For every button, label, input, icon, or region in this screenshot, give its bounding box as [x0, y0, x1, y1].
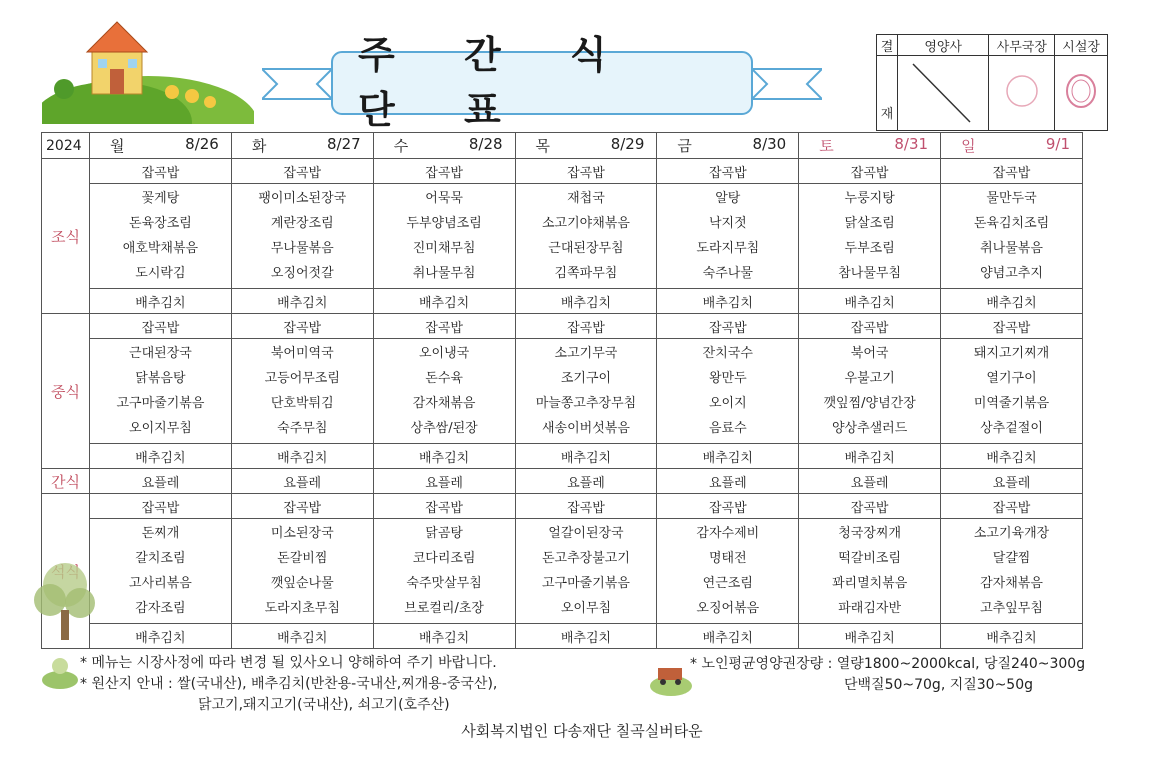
approval-box [876, 34, 1108, 131]
lunch-rice-row [42, 314, 1083, 339]
notes-line-origin: * 원산지 안내 : 쌀(국내산), 배추김치(반찬용-국내산,찌개용-중국산), [80, 676, 498, 692]
menu-cell: 잡곡밥 [657, 314, 799, 339]
dish: 알탕 [715, 191, 741, 206]
menu-cell: 배추김치 [657, 444, 799, 469]
dish: 양상추샐러드 [831, 421, 908, 436]
dish: 돈찌개 [141, 526, 180, 541]
dish: 고구마줄기볶음 [542, 576, 630, 591]
menu-cell: 배추김치 [90, 289, 232, 314]
house-hill-illustration [42, 14, 254, 124]
page-title: 주 간 식 단 표 [358, 32, 635, 132]
dish: 감자채볶음 [980, 576, 1043, 591]
menu-cell: 잡곡밥 [90, 314, 232, 339]
dish: 낙지젓 [708, 216, 747, 231]
dish: 잔치국수 [702, 346, 753, 361]
day-name: 월 [110, 137, 125, 155]
day-date: 8/26 [185, 135, 219, 153]
dish-list [941, 184, 1083, 289]
menu-cell: 배추김치 [231, 289, 373, 314]
menu-cell: 잡곡밥 [941, 159, 1083, 184]
menu-cell: 잡곡밥 [799, 494, 941, 519]
dish: 브로컬리/초장 [404, 601, 484, 616]
approval-stamp-cell-director [1055, 56, 1108, 131]
day-name: 일 [961, 137, 976, 155]
menu-cell: 잡곡밥 [373, 159, 515, 184]
nutrition-line-2: 단백질50~70g, 지질30~50g [844, 677, 1034, 693]
day-date: 9/1 [1045, 135, 1070, 153]
dish: 근대된장국 [129, 346, 192, 361]
dish-list [657, 339, 799, 444]
dish-list [373, 519, 515, 624]
dish: 상추겉절이 [980, 421, 1043, 436]
dish: 오이무침 [560, 601, 612, 616]
day-date: 8/31 [894, 135, 929, 153]
dish: 오이지 [708, 396, 747, 411]
dish: 고구마줄기볶음 [116, 396, 205, 411]
menu-cell: 잡곡밥 [373, 314, 515, 339]
dish: 소고기야채볶음 [542, 216, 630, 231]
meal-label-snack: 간식 [42, 469, 90, 494]
dish: 숙주나물 [702, 266, 753, 281]
dinner-rice-row [42, 494, 1083, 519]
menu-cell: 잡곡밥 [941, 314, 1083, 339]
header [0, 0, 1164, 132]
day-name: 수 [393, 137, 409, 155]
weekly-menu-table [41, 132, 1083, 649]
lunch-kimchi-row [42, 444, 1083, 469]
menu-cell: 배추김치 [90, 624, 232, 649]
breakfast-kimchi-row [42, 289, 1083, 314]
menu-cell: 배추김치 [657, 289, 799, 314]
day-header-wed [373, 133, 515, 159]
approval-side-top: 결 [877, 35, 898, 56]
dish: 깻잎찜/양념간장 [823, 396, 916, 411]
meal-label-lunch: 중식 [42, 314, 90, 469]
day-name: 금 [677, 137, 692, 155]
approval-slash-cell [898, 56, 989, 131]
dish: 마늘쫑고추장무침 [535, 396, 637, 411]
field-illustration-icon [40, 652, 80, 692]
dish: 깻잎순나물 [270, 576, 334, 591]
menu-cell: 잡곡밥 [515, 494, 657, 519]
dish-list [799, 184, 941, 289]
dish: 무나물볶음 [270, 241, 334, 256]
dish: 돈갈비찜 [277, 551, 328, 566]
dish: 단호박튀김 [270, 396, 334, 411]
dish: 김쪽파무침 [554, 266, 618, 281]
menu-cell: 잡곡밥 [373, 494, 515, 519]
day-name: 화 [251, 137, 267, 155]
menu-cell: 배추김치 [941, 289, 1083, 314]
dish: 도시락김 [135, 266, 186, 281]
dish: 돈육김치조림 [973, 216, 1050, 231]
dish: 팽이미소된장국 [258, 191, 347, 206]
dish: 취나물볶음 [980, 241, 1043, 256]
menu-cell: 잡곡밥 [90, 159, 232, 184]
dish: 도라지무침 [696, 241, 760, 256]
menu-cell: 잡곡밥 [515, 159, 657, 184]
breakfast-dishes-row [42, 184, 1083, 289]
seal-icon [1061, 71, 1101, 111]
menu-cell: 배추김치 [231, 624, 373, 649]
approval-side-bottom: 재 [877, 56, 898, 131]
dish-list [90, 339, 232, 444]
dish: 물만두국 [986, 191, 1037, 206]
menu-cell: 잡곡밥 [231, 494, 373, 519]
dish: 양념고추지 [980, 266, 1043, 281]
dish-list [231, 184, 373, 289]
stamp-icon [1002, 71, 1042, 111]
dish-list [799, 519, 941, 624]
year-cell: 2024 [42, 133, 90, 159]
dish-list [941, 339, 1083, 444]
day-header-mon [90, 133, 232, 159]
dish-list [799, 339, 941, 444]
dish: 돈고추장불고기 [542, 551, 630, 566]
menu-cell: 요플레 [657, 469, 799, 494]
dish-list [231, 339, 373, 444]
nutrition-section [690, 654, 1085, 696]
snack-row [42, 469, 1083, 494]
dish: 재첩국 [567, 191, 605, 206]
day-date: 8/30 [752, 135, 787, 153]
dish: 진미채무침 [412, 241, 476, 256]
menu-cell: 배추김치 [231, 444, 373, 469]
dinner-kimchi-row [42, 624, 1083, 649]
dish: 연근조림 [702, 576, 753, 591]
dish: 어묵묵 [425, 191, 463, 206]
menu-cell: 배추김치 [515, 624, 657, 649]
menu-cell: 잡곡밥 [941, 494, 1083, 519]
dish: 청국장찌개 [838, 526, 902, 541]
menu-cell: 잡곡밥 [231, 314, 373, 339]
menu-cell: 요플레 [373, 469, 515, 494]
menu-cell: 잡곡밥 [657, 494, 799, 519]
dish: 돈육장조림 [129, 216, 192, 231]
dish-list [657, 519, 799, 624]
dish: 계란장조림 [270, 216, 334, 231]
notes-line-origin-cont: 닭고기,돼지고기(국내산), 쇠고기(호주산) [198, 697, 450, 713]
dish: 명태전 [708, 551, 747, 566]
dish: 돼지고기찌개 [973, 346, 1050, 361]
menu-cell: 요플레 [941, 469, 1083, 494]
menu-cell: 배추김치 [373, 444, 515, 469]
dish-list [515, 519, 657, 624]
dish: 파래김자반 [838, 601, 902, 616]
menu-cell: 잡곡밥 [515, 314, 657, 339]
dish: 코다리조림 [412, 551, 476, 566]
menu-cell: 잡곡밥 [231, 159, 373, 184]
dish: 꽃게탕 [141, 191, 180, 206]
day-header-sun [941, 133, 1083, 159]
dish: 숙주맛살무침 [406, 576, 482, 591]
dish: 달걀찜 [992, 551, 1031, 566]
menu-cell: 요플레 [799, 469, 941, 494]
day-header-sat [799, 133, 941, 159]
dish: 두부양념조림 [406, 216, 482, 231]
day-header-fri [657, 133, 799, 159]
dish-list [373, 184, 515, 289]
dish: 조기구이 [560, 371, 612, 386]
lunch-dishes-row [42, 339, 1083, 444]
dish: 오징어볶음 [696, 601, 760, 616]
menu-cell: 배추김치 [373, 624, 515, 649]
menu-cell: 잡곡밥 [799, 159, 941, 184]
menu-cell: 배추김치 [657, 624, 799, 649]
menu-cell: 잡곡밥 [90, 494, 232, 519]
menu-cell: 배추김치 [941, 444, 1083, 469]
dish: 미소된장국 [270, 526, 334, 541]
dish: 고등어무조림 [264, 371, 340, 386]
dish: 꽈리멸치볶음 [831, 576, 908, 591]
menu-cell: 배추김치 [941, 624, 1083, 649]
dish: 오이냉국 [418, 346, 470, 361]
menu-cell: 배추김치 [515, 444, 657, 469]
dish: 북어국 [850, 346, 889, 361]
meal-label-breakfast: 조식 [42, 159, 90, 314]
dish: 고추잎무침 [980, 601, 1043, 616]
dish: 취나물무침 [412, 266, 476, 281]
menu-cell: 잡곡밥 [657, 159, 799, 184]
dish: 새송이버섯볶음 [542, 421, 630, 436]
dish: 얼갈이된장국 [548, 526, 624, 541]
nutrition-line-1: * 노인평균영양권장량 : 열량1800~2000kcal, 당질240~300g [690, 656, 1086, 672]
menu-cell: 잡곡밥 [799, 314, 941, 339]
dish: 닭볶음탕 [135, 371, 186, 386]
organization-name: 사회복지법인 다송재단 칠곡실버타운 [461, 722, 703, 740]
dish: 고사리볶음 [129, 576, 192, 591]
menu-cell: 배추김치 [799, 444, 941, 469]
dish: 숙주무침 [277, 421, 328, 436]
day-header-thu [515, 133, 657, 159]
notes-section [80, 653, 497, 716]
dish-list [941, 519, 1083, 624]
breakfast-rice-row [42, 159, 1083, 184]
menu-cell: 배추김치 [90, 444, 232, 469]
menu-cell: 배추김치 [799, 289, 941, 314]
dish: 도라지초무침 [264, 601, 340, 616]
day-date: 8/28 [468, 135, 503, 153]
day-header-tue [231, 133, 373, 159]
dish: 미역줄기볶음 [973, 396, 1050, 411]
dish: 두부조림 [844, 241, 895, 256]
dish: 소고기육개장 [973, 526, 1050, 541]
day-name: 목 [535, 137, 551, 155]
dish: 누룽지탕 [844, 191, 895, 206]
approval-role-manager: 사무국장 [989, 35, 1055, 56]
menu-cell: 요플레 [231, 469, 373, 494]
date-header-row [42, 133, 1083, 159]
dish: 열기구이 [986, 371, 1037, 386]
dish: 우불고기 [844, 371, 895, 386]
dish: 북어미역국 [270, 346, 334, 361]
dish: 감자채볶음 [412, 396, 476, 411]
tree-illustration [30, 555, 100, 645]
dish: 닭살조림 [844, 216, 895, 231]
truck-illustration-icon [648, 654, 694, 700]
dish: 참나물무침 [838, 266, 902, 281]
dish: 애호박채볶음 [122, 241, 199, 256]
dish: 근대된장무침 [548, 241, 624, 256]
menu-cell: 배추김치 [373, 289, 515, 314]
dish: 감자수제비 [696, 526, 760, 541]
dish: 상추쌈/된장 [410, 421, 478, 436]
dish-list [515, 184, 657, 289]
slash-mark-icon [908, 56, 978, 126]
dish-list [90, 184, 232, 289]
dish-list [373, 339, 515, 444]
menu-cell: 요플레 [515, 469, 657, 494]
dish: 돈수육 [425, 371, 463, 386]
day-date: 8/29 [610, 135, 645, 153]
dish: 갈치조림 [135, 551, 186, 566]
menu-cell: 배추김치 [799, 624, 941, 649]
dish-list [515, 339, 657, 444]
dinner-dishes-row [42, 519, 1083, 624]
dish: 왕만두 [708, 371, 747, 386]
menu-cell: 요플레 [90, 469, 232, 494]
menu-cell: 배추김치 [515, 289, 657, 314]
approval-stamp-cell-manager [989, 56, 1055, 131]
dish: 오징어젓갈 [270, 266, 334, 281]
dish-list [90, 519, 232, 624]
dish: 떡갈비조림 [838, 551, 902, 566]
dish: 음료수 [708, 421, 747, 436]
dish: 감자조림 [135, 601, 186, 616]
dish-list [657, 184, 799, 289]
day-name: 토 [819, 137, 834, 155]
approval-role-director: 시설장 [1055, 35, 1108, 56]
approval-role-dietitian: 영양사 [898, 35, 989, 56]
dish-list [231, 519, 373, 624]
dish: 소고기무국 [554, 346, 618, 361]
day-date: 8/27 [327, 135, 361, 153]
notes-line-menu-change: * 메뉴는 시장사정에 따라 변경 될 있사오니 양해하여 주기 바랍니다. [80, 655, 497, 671]
dish: 오이지무침 [129, 421, 192, 436]
dish: 닭곰탕 [425, 526, 463, 541]
